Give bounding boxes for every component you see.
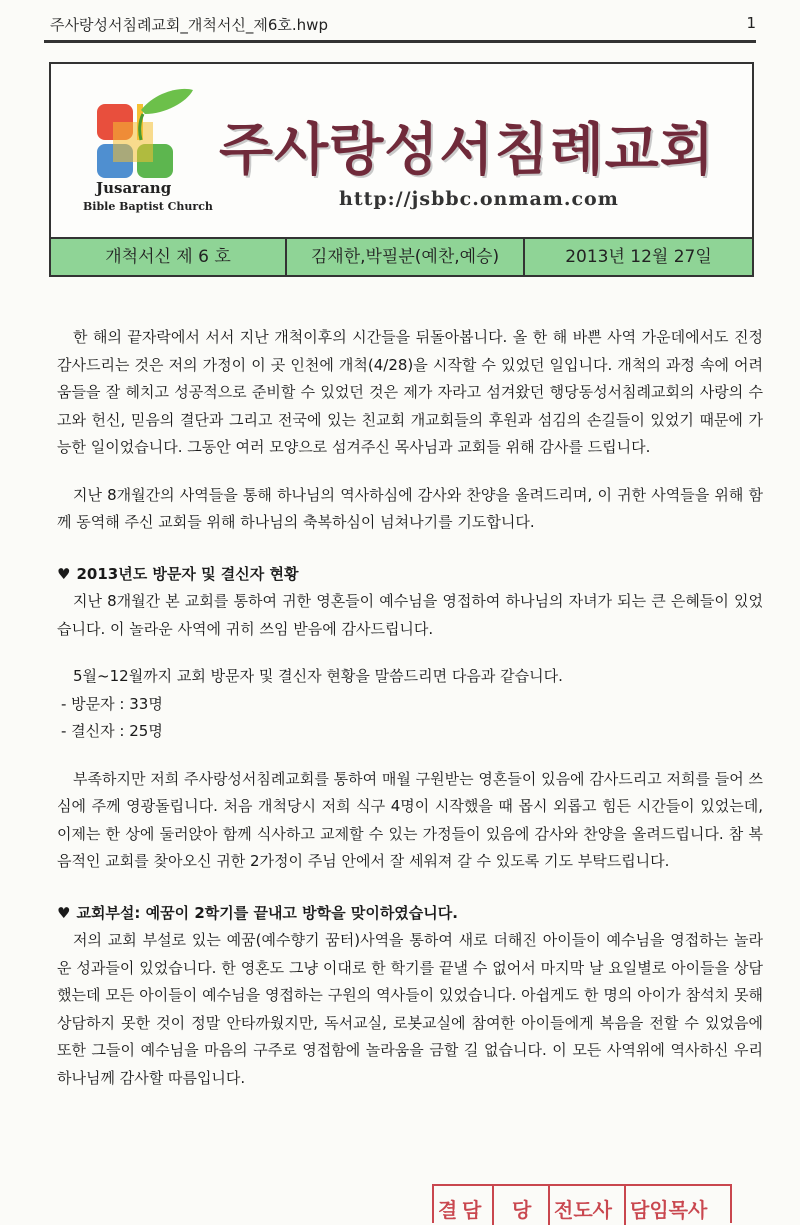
section-title-text: 2013년도 방문자 및 결신자 현황 bbox=[76, 564, 299, 583]
section-title-text: 교회부설: 예꿈이 2학기를 끝내고 방학을 맞이하였습니다. bbox=[76, 903, 458, 922]
heart-icon: ♥ bbox=[57, 564, 71, 583]
paragraph-visitors: 지난 8개월간 본 교회를 통하여 귀한 영혼들이 예수님을 영접하여 하나님의 자녀가 되는 큰 은혜들이 있었습니다. 이 놀라운 사역에 귀히 쓰임 받음에 감사드립니다. bbox=[57, 592, 763, 638]
convert-count: - 결신자 : 25명 bbox=[61, 722, 163, 740]
brand-name-en: Jusarang bbox=[96, 179, 172, 197]
file-name: 주사랑성서침례교회_개척서신_제6호.hwp bbox=[50, 16, 328, 34]
stamp-cell: 전도사 bbox=[554, 1198, 612, 1222]
paragraph-gratitude: 부족하지만 저희 주사랑성서침례교회를 통하여 매월 구원받는 영혼들이 있음에 감사드리고 저희를 들어 쓰심에 주께 영광돌립니다. 처음 개척당시 저희 식구 4명이 시작했을 때 몹시 외롭고 힘든 시간들이 있었는데, 이제는 한 상에 둘러앉아 함께 식사하고 교제할 수 있는 가정들이 있음에 감사와 찬양을 올려드립니다. 참 복음적인 교회를 찾아오신 귀한 2가정이 주님 안에서 잘 세워져 갈 수 있도록 기도 부탁드립니다. bbox=[57, 769, 764, 870]
paragraph-school: 저의 교회 부설로 있는 예꿈(예수향기 꿈터)사역을 통하여 새로 더해진 아이들이 예수님을 영접하는 놀라운 성과들이 있었습니다. 한 영혼도 그냥 이대로 한 학기를 끝낼 수 없어서 마지막 날 요일별로 아이들을 상담했는데 모든 아이들이 예수님을 영접하는 구원의 역사들이 있었습니다. 아쉽게도 한 명의 아이가 참석치 못해 상담하지 못한 것이 정말 안타까웠지만, 독서교실, 로봇교실에 참여한 아이들에게 복음을 전할 수 있었음에 또한 그들이 예수님을 마음의 구주로 영접함에 놀라움을 금할 길 없습니다. 이 모든 사역위에 역사하신 우리 하나님께 감사할 따름입니다. bbox=[57, 931, 763, 1087]
file-header bbox=[44, 14, 756, 36]
visitors-intro: 5월~12월까지 교회 방문자 및 결신자 현황을 말씀드리면 다음과 같습니다. bbox=[73, 667, 563, 685]
section-title-school bbox=[57, 900, 763, 928]
masthead bbox=[49, 62, 754, 239]
stamp-cell: 담임목사 bbox=[630, 1198, 708, 1222]
church-url: http://jsbbc.onmam.com bbox=[339, 188, 619, 210]
brand-subtitle: Bible Baptist Church bbox=[83, 200, 213, 213]
paragraph-thanks: 지난 8개월간의 사역들을 통해 하나님의 역사하심에 감사와 찬양을 올려드리며, 이 귀한 사역들을 위해 함께 동역해 주신 교회들 위해 하나님의 축복하심이 넘쳐나기를 기도합니다. bbox=[57, 485, 763, 531]
stamp-cell: 결 bbox=[438, 1198, 458, 1222]
section-title-visitors bbox=[57, 561, 763, 589]
letter-body bbox=[57, 324, 763, 1092]
paragraph-intro: 한 해의 끝자락에서 서서 지난 개척이후의 시간들을 뒤돌아봅니다. 올 한 해 바쁜 사역 가운데에서도 진정 감사드리는 것은 저의 가정이 이 곳 인천에 개척(4/28)을 시작할 수 있었던 일입니다. 개척의 과정 속에 어려움들을 잘 헤치고 성공적으로 준비할 수 있었던 것은 제가 자라고 섬겨왔던 행당동성서침례교회의 사랑의 수고와 헌신, 믿음의 결단과 그리고 전국에 있는 친교회 개교회들의 후원과 섬김의 손길들이 있었기 때문에 가능한 일이었습니다. 그동안 여러 모양으로 섬겨주신 목사님과 교회들 위해 감사를 드립니다. bbox=[57, 328, 763, 456]
authors: 김재한,박필분(예찬,예승) bbox=[310, 247, 500, 267]
issue-number: 개척서신 제 6 호 bbox=[105, 247, 231, 267]
stamp-cell: 담 bbox=[462, 1198, 482, 1222]
issue-info-bar bbox=[49, 239, 754, 277]
stamp-cell: 당 bbox=[512, 1198, 532, 1222]
page-number: 1 bbox=[746, 14, 756, 32]
visitor-count: - 방문자 : 33명 bbox=[61, 694, 163, 713]
approval-stamp bbox=[432, 1184, 732, 1223]
issue-date: 2013년 12월 27일 bbox=[565, 247, 712, 267]
church-name: 주사랑성서침례교회 bbox=[219, 117, 715, 183]
header-rule bbox=[44, 40, 756, 43]
heart-icon: ♥ bbox=[57, 903, 71, 922]
